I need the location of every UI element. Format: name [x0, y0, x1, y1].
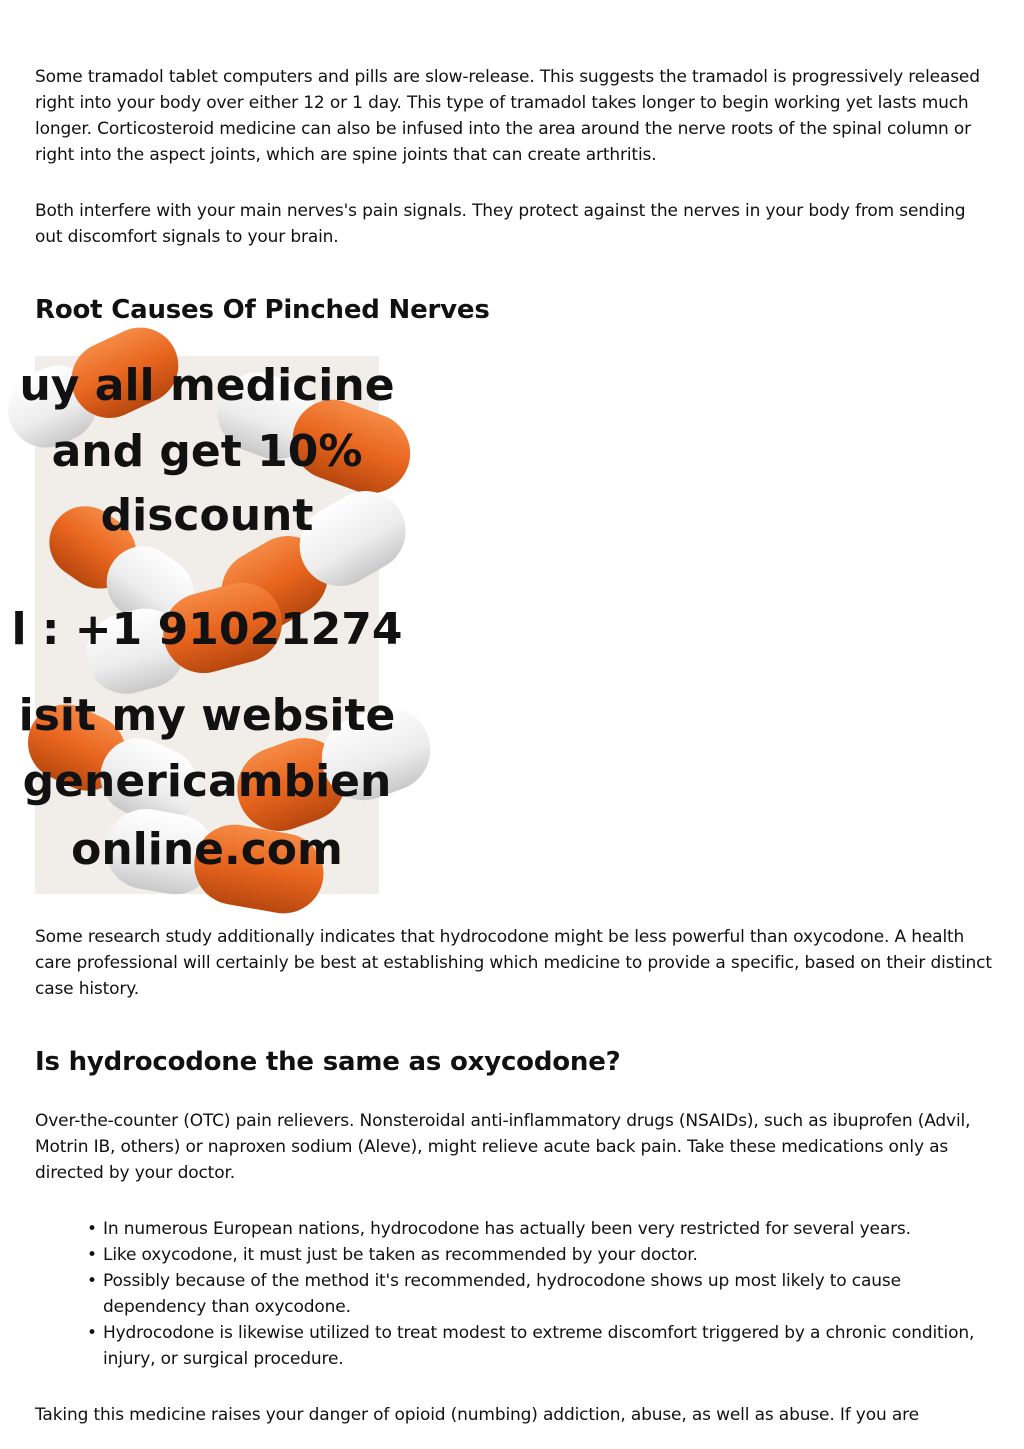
list-item: • Hydrocodone is likewise utilized to treat modest to extreme discomfort triggered by a chronic condition, injury, or surgical procedure. — [103, 1320, 995, 1372]
ad-line-2: and get 10% — [51, 426, 363, 477]
list-item: • Like oxycodone, it must just be taken as recommended by your doctor. — [103, 1242, 995, 1268]
paragraph-tramadol: Some tramadol tablet computers and pills are slow-release. This suggests the tramadol is progressively released right into your body over either 12 or 1 day. This type of tramadol takes longer to begin working yet lasts much longer. Corticosteroid medicine can also be infused into the area around the nerve roots of the spinal column or right into the aspect joints, which are spine joints that can create arthritis. — [35, 67, 980, 165]
list-item: • Possibly because of the method it's recommended, hydrocodone shows up most likely to cause dependency than oxycodone. — [103, 1268, 995, 1320]
bullet-list — [35, 1216, 995, 1372]
ad-line-5: isit my website — [18, 690, 396, 741]
advertisement-image — [11, 356, 403, 894]
paragraph-otc-relievers: Over-the-counter (OTC) pain relievers. Nonsteroidal anti-inflammatory drugs (NSAIDs), such as ibuprofen (Advil, Motrin IB, others) or naproxen sodium (Aleve), might relieve acute back pain. Take these medications only as directed by your doctor. — [35, 1111, 971, 1183]
article — [11, 64, 995, 1428]
heading-pinched-nerves: Root Causes Of Pinched Nerves — [35, 295, 490, 325]
ad-line-7: online.com — [71, 824, 343, 875]
ad-line-1: uy all medicine — [19, 360, 395, 411]
list-item: • In numerous European nations, hydrocodone has actually been very restricted for several years. — [103, 1216, 995, 1242]
paragraph-hydrocodone-research: Some research study additionally indicates that hydrocodone might be less powerful than oxycodone. A health care professional will certainly be best at establishing which medicine to provide a specific, based on their distinct case history. — [35, 927, 992, 999]
pill-capsules-graphic — [11, 356, 403, 894]
paragraph-nerves: Both interfere with your main nerves's pain signals. They protect against the nerves in your body from sending out discomfort signals to your brain. — [35, 201, 966, 247]
ad-line-3: discount — [100, 490, 314, 541]
ad-line-4: l : +1 91021274 — [11, 604, 403, 655]
ad-line-6: genericambien — [22, 756, 392, 807]
heading-hydrocodone-vs-oxycodone: Is hydrocodone the same as oxycodone? — [35, 1047, 621, 1077]
paragraph-addiction-risk: Taking this medicine raises your danger of opioid (numbing) addiction, abuse, as well as abuse. If you are — [35, 1405, 919, 1425]
